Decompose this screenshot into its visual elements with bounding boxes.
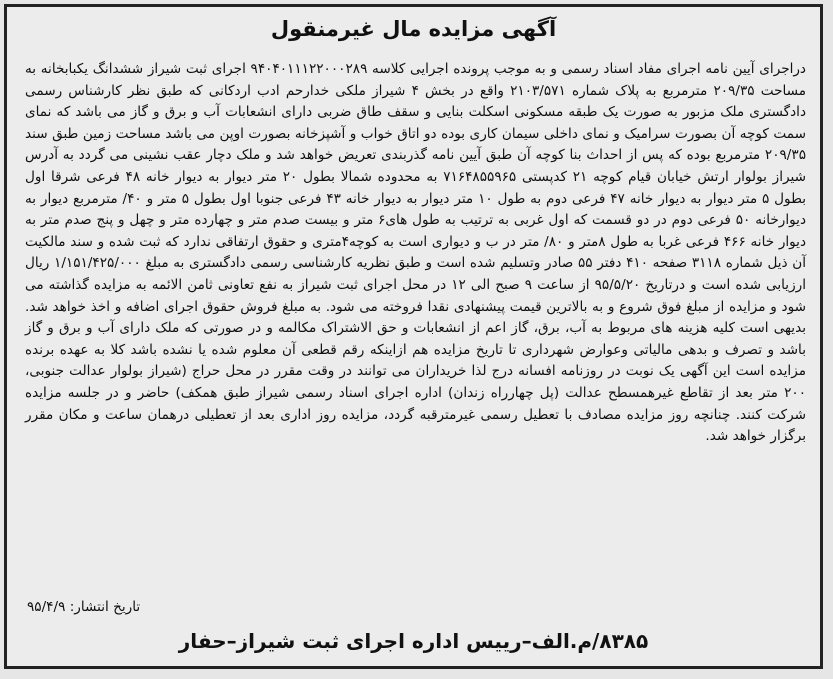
publish-date: تاریخ انتشار: ۹۵/۴/۹ xyxy=(27,599,141,615)
notice-title: آگهی مزایده مال غیرمنقول xyxy=(270,17,557,41)
notice-frame xyxy=(4,4,823,669)
notice-signature: ۸۳۸۵/م.الف–رییس اداره اجرای ثبت شیراز–حفار xyxy=(178,629,649,653)
notice-body-paragraph: دراجرای آیین نامه اجرای مفاد اسناد رسمی و به موجب پرونده اجرایی کلاسه ۹۴۰۴۰۱۱۱۲۲۰۰۰۲۸۹ اجرای ثبت شیراز ششدانگ یکبابخانه به مساحت ۲۰۹/۳۵ مترمربع به پلاک شماره ۲۱۰۳/۵۷۱ واقع در بخش ۴ شیراز ملکی خدارحم ادب اردکانی که طبق نظر کارشناس رسمی دادگستری ملک مزبور به صورت یک طبقه مسکونی اسکلت بنایی و سقف طاق ضربی دارای انشعابات آب و برق و گاز می باشد که نمای سمت کوچه آن بصورت سرامیک و نمای داخلی سیمان کاری بوده دو اتاق خواب و آشپزخانه بصورت اوپن می باشد مساحت زمین طبق سند ۲۰۹/۳۵ مترمربع بوده که پس از احداث بنا کوچه آن طبق آیین نامه گذربندی تعریض خواهد شد و ملک دچار عقب نشینی می گردد به آدرس شیراز بولوار ارتش خیابان قیام کوچه ۲۱ کدپستی ۷۱۶۴۸۵۵۹۶۵ به محدوده شمالا بطول ۲۰ متر دیوار به دیوار خانه ۴۸ فرعی شرقا اول بطول ۵ متر دیوار به دیوار خانه ۴۷ فرعی دوم به طول ۱۰ متر دیوار به دیوار خانه ۴۳ فرعی جنوبا اول بطول ۵ متر و ۴۰/ مترمربع دیوار به دیوارخانه ۵۰ فرعی دوم در دو قسمت که اول غربی به ترتیب به طول های۶ متر و بیست صدم متر و چهارده متر و چهل و پنج صدم متر به دیوار خانه ۴۶۶ فرعی غربا به طول ۸متر و ۸۰/ متر در ب و دیواری است به کوچه۴متری و حقوق ارتفاقی ندارد که ثبت شده و سند مالکیت آن ذیل شماره ۳۱۱۸ صفحه ۴۱۰ دفتر ۵۵ صادر وتسلیم شده است و طبق نظریه کارشناسی رسمی دادگستری به مبلغ ۱/۱۵۱/۴۲۵/۰۰۰ ریال ارزیابی شده است و درتاریخ ۹۵/۵/۲۰ از ساعت ۹ صبح الی ۱۲ در محل اجرای ثبت شیراز به نفع تعاونی ثامن الائمه به مزایده گذاشته می شود و مزایده از مبلغ فوق شروع و به بالاترین قیمت پیشنهادی نقدا فروخته می شود. به مبلغ فروش حقوق اجرای اضافه و اخذ خواهد شد. بدیهی است کلیه هزینه های مربوط به آب، برق، گاز اعم از انشعابات و حق الاشتراک مکالمه و در صورتی که ملک دارای آب و برق و گاز باشد و تصرف و بدهی مالیاتی وعوارض شهرداری تا تاریخ مزایده هم ازاینکه رقم قطعی آن معلوم شده یا نشده باشد کلا به عهده برنده مزایده است این آگهی یک نوبت در روزنامه افسانه درج لذا خریداران می توانند در وقت مقرر در محل حراج (شیراز بولوار عدالت جنوبی، ۲۰۰ متر بعد از تقاطع غیرهمسطح عدالت (پل چهارراه زندان) اداره اجرای اسناد رسمی شیراز طبق همکف) حاضر و در جلسه مزایده شرکت کنند. چنانچه روز مزایده مصادف با تعطیل رسمی غیرمترقبه گردد، مزایده روز اداری بعد از تعطیلی درهمان ساعت و مکان مقرر برگزار خواهد شد. xyxy=(25,61,807,445)
notice-body xyxy=(25,59,806,448)
